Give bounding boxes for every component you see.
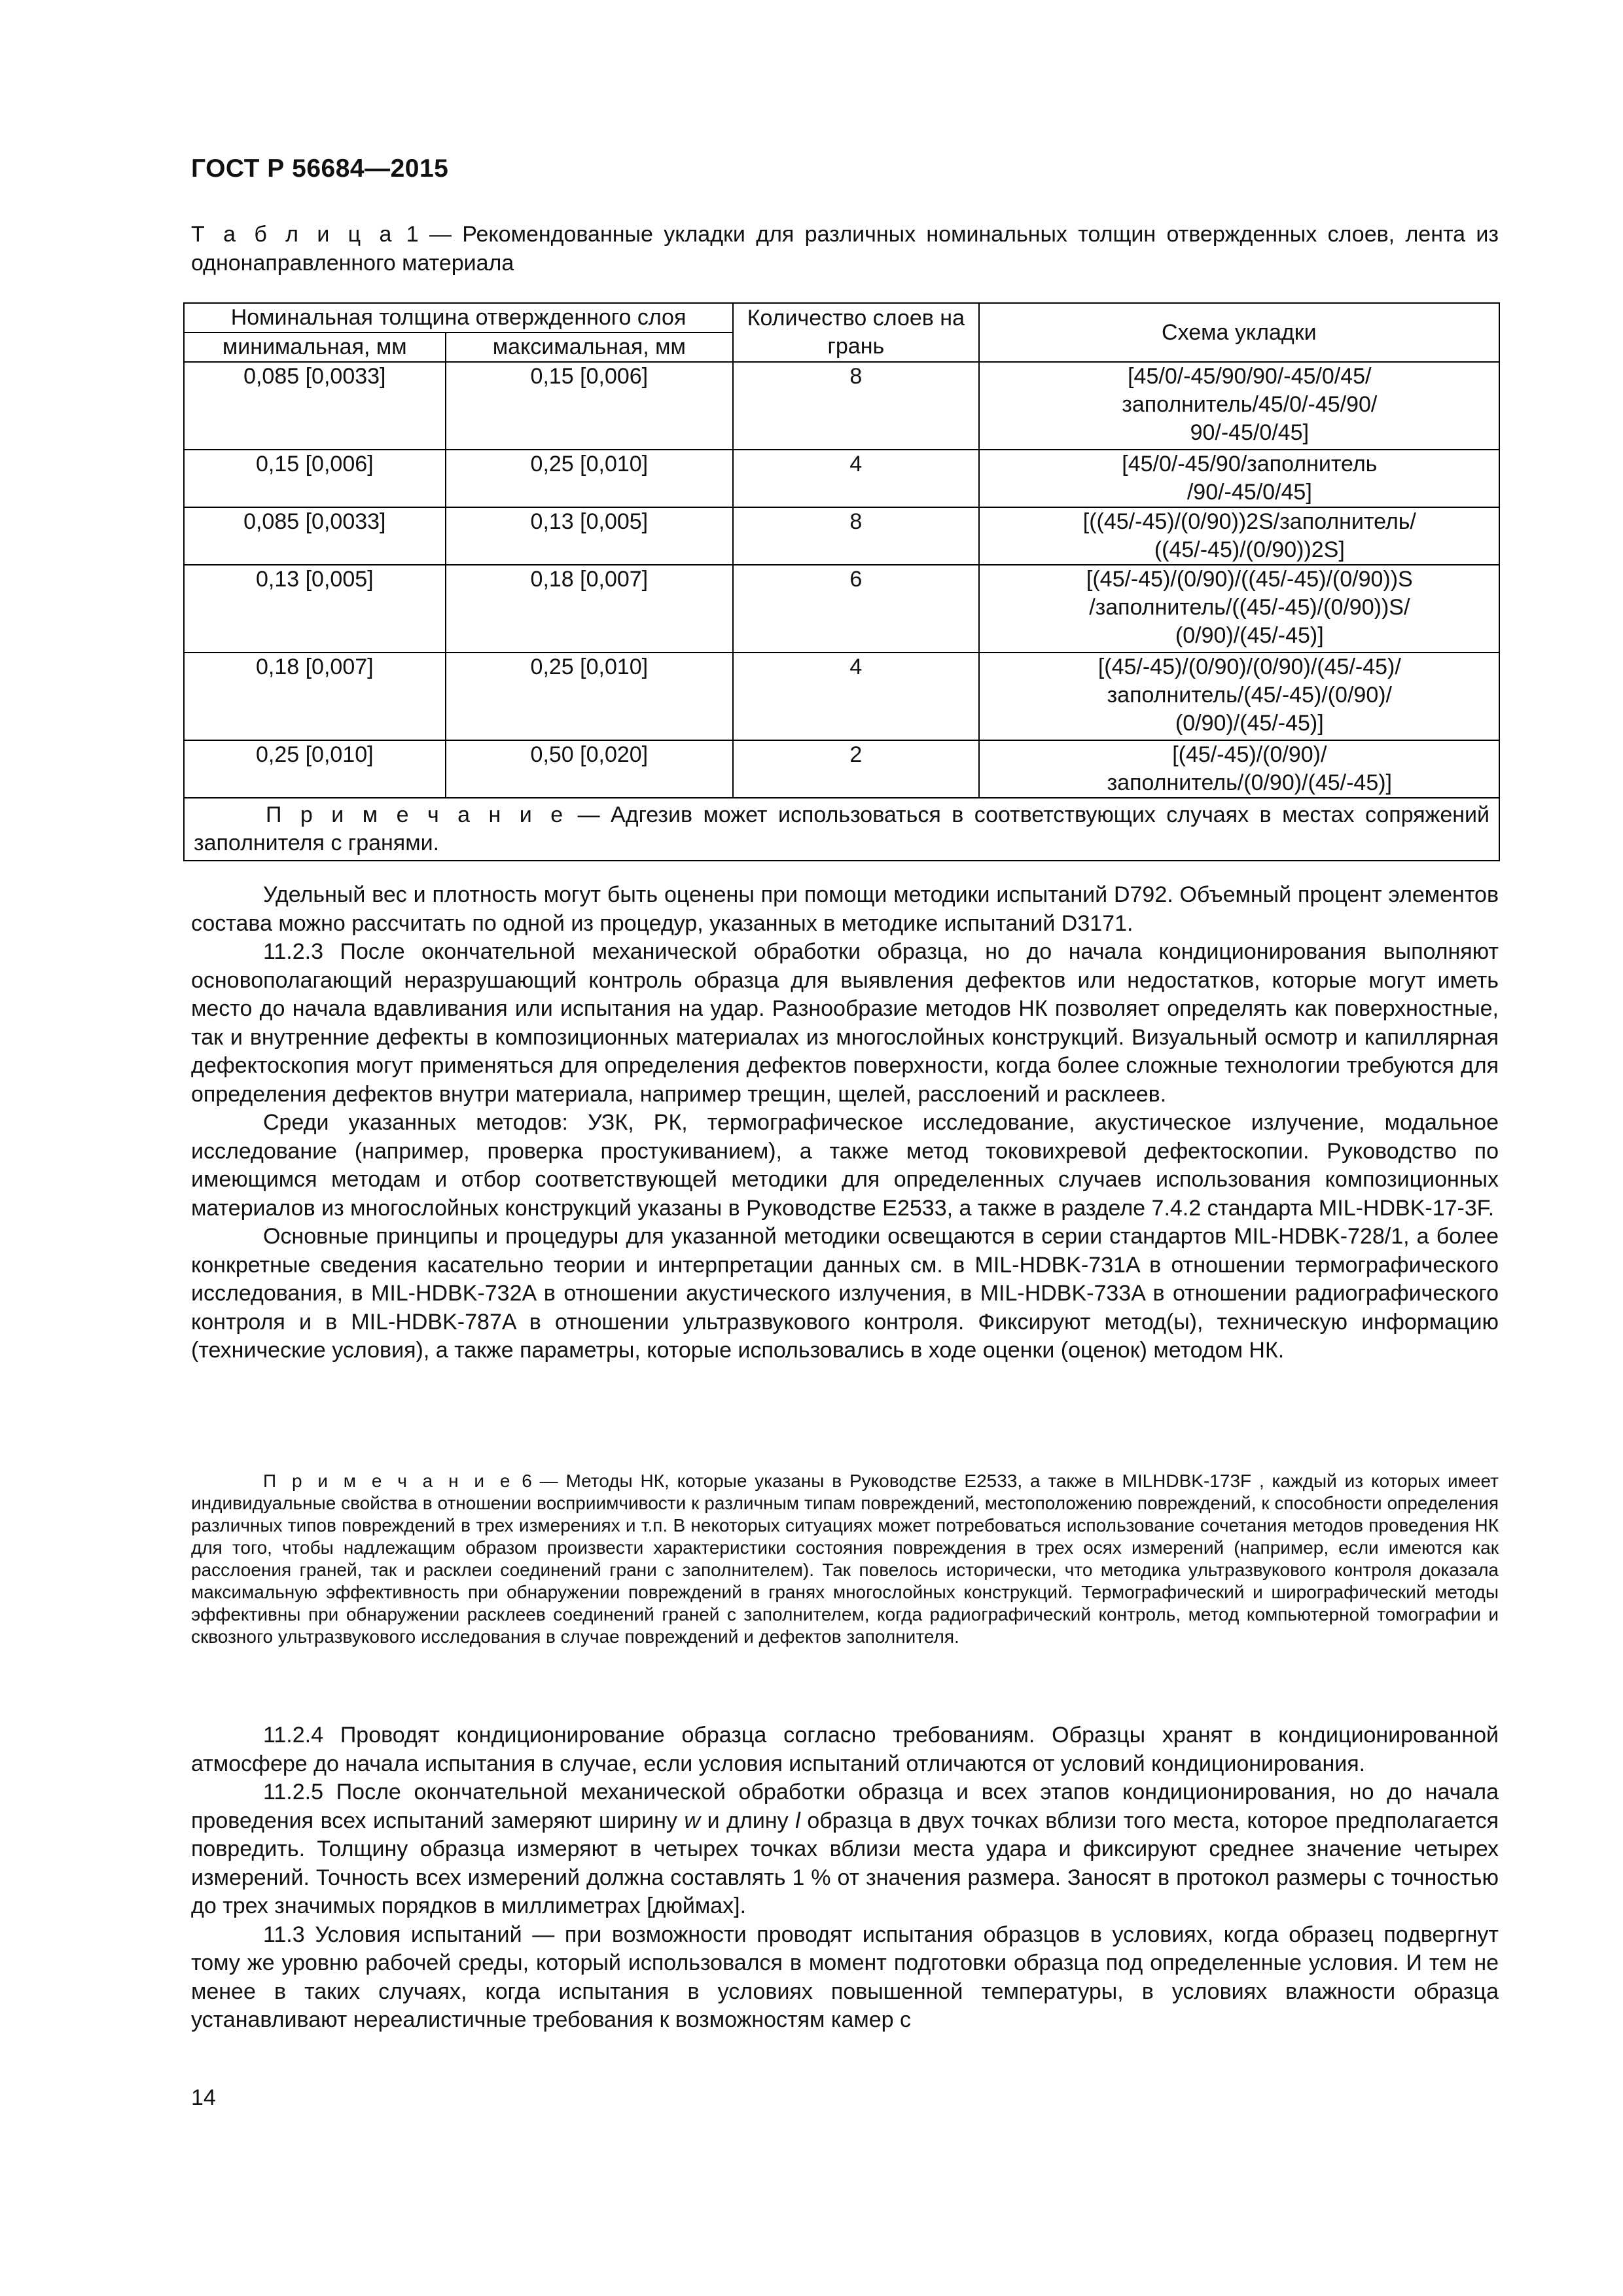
scheme-line: (0/90)/(45/-45)] (1175, 711, 1324, 736)
table-note-row (184, 798, 1499, 861)
cell-scheme (979, 653, 1499, 740)
table-row (184, 653, 1499, 740)
paragraph-part: 11.2.5 После окончательной механической обработки образца и всех этапов кондиционирования, но до начала проведения всех испытаний замеряют ширину (191, 1780, 1499, 1833)
cell-max: 0,18 [0,007] (446, 565, 734, 653)
cell-min: 0,085 [0,0033] (184, 362, 446, 450)
cell-scheme (979, 740, 1499, 798)
cell-scheme (979, 450, 1499, 507)
table-note-label: П р и м е ч а н и е (266, 802, 567, 827)
table-caption-label: Т а б л и ц а (191, 222, 396, 247)
cell-max: 0,50 [0,020] (446, 740, 734, 798)
cell-min: 0,18 [0,007] (184, 653, 446, 740)
cell-min: 0,15 [0,006] (184, 450, 446, 507)
paragraph-part: образца в двух точках вблизи того места, которое предполагается повредить. Толщину образца измеряют в четырех точках вблизи места удара и фиксируют среднее значение четырех измерений. Точность всех измерений должна составлять 1 % от значения размера. Заносят в протокол размеры с точностью до трех значимых порядков в миллиметрах [дюймах]. (191, 1808, 1499, 1918)
cell-scheme (979, 565, 1499, 653)
cell-max: 0,13 [0,005] (446, 507, 734, 565)
scheme-line: [(45/-45)/(0/90)/(0/90)/(45/-45)/ (1097, 655, 1401, 679)
paragraph: 11.3 Условия испытаний — при возможности проводят испытания образцов в условиях, когда образец подвергнут тому же уровню рабочей среды, который использовался в момент подготовки образца под определенные условия. И тем не менее в таких случаях, когда испытания в условиях повышенной температуры, в условиях влажности образца устанавливают нереалистичные требования к возможностям камер с (191, 1922, 1499, 2032)
paragraph: Удельный вес и плотность могут быть оценены при помощи методики испытаний D792. Объемный процент элементов состава можно рассчитать по одной из процедур, указанных в методике испытаний D3171. (191, 882, 1499, 936)
header-min-thickness: минимальная, мм (184, 332, 446, 362)
paragraph: Среди указанных методов: УЗК, РК, термографическое исследование, акустическое излучение, модальное исследование (например, проверка простукиванием), а также метод токовихревой дефектоскопии. Руководство по имеющимся методам и отбор соответствующей методики для определенных случаев использования композиционных материалов из многослойных конструкций указаны в Руководстве E2533, а также в разделе 7.4.2 стандарта MIL-HDBK-17-3F. (191, 1110, 1499, 1221)
note-6 (191, 1470, 1499, 1648)
cell-min: 0,13 [0,005] (184, 565, 446, 653)
scheme-line: (0/90)/(45/-45)] (1175, 623, 1324, 648)
scheme-line: [45/0/-45/90/заполнитель (1122, 452, 1378, 476)
paragraph: Основные принципы и процедуры для указанной методики освещаются в серии стандартов MIL-HDBK-728/1, а более конкретные сведения касательно теории и интерпретации данных см. в MIL-HDBK-731A в отношении термографического исследования, в MIL-HDBK-732A в отношении акустического излучения, в MIL-HDBK-733A в отношении радиографического контроля и в MIL-HDBK-787A в отношении ультразвукового контроля. Фиксируют метод(ы), техническую информацию (технические условия), а также параметры, которые использовались в ходе оценки (оценок) методом НК. (191, 1224, 1499, 1363)
scheme-line: [45/0/-45/90/90/-45/0/45/ (1128, 364, 1372, 389)
cell-scheme (979, 362, 1499, 450)
scheme-line: заполнитель/(45/-45)/(0/90)/ (1107, 683, 1393, 708)
cell-layers: 4 (733, 653, 979, 740)
table-note (184, 798, 1499, 861)
note-6-label: П р и м е ч а н и е (263, 1471, 514, 1491)
cell-layers: 2 (733, 740, 979, 798)
paragraph-part: и длину (700, 1808, 796, 1833)
cell-max: 0,25 [0,010] (446, 450, 734, 507)
header-layer-count: Количество слоев на грань (733, 303, 979, 362)
scheme-line: /заполнитель/((45/-45)/(0/90))S/ (1089, 595, 1410, 620)
table-header-row (184, 303, 1499, 332)
header-nominal-thickness: Номинальная толщина отвержденного слоя (184, 303, 733, 332)
scheme-line: [(45/-45)/(0/90)/ (1172, 742, 1327, 767)
body-section-1 (191, 881, 1499, 1365)
table-row (184, 740, 1499, 798)
scheme-line: заполнитель/(0/90)/(45/-45)] (1107, 770, 1393, 795)
note-6-text: 6 — Методы НК, которые указаны в Руководстве E2533, а также в MILHDBK-173F , каждый из которых имеет индивидуальные свойства в отношении восприимчивости к различным типам повреждений, местоположению повреждений, к способности определения различных типов повреждений в трех измерениях и т.п. В некоторых ситуациях может потребоваться использование сочетания методов проведения НК для того, чтобы надлежащим образом произвести характеристики состояния повреждения в трех осях измерений (например, если имеются как расслоения граней, так и расклеи соединений грани с заполнителем). Так повелось исторически, что методика ультразвукового контроля доказала максимальную эффективность при обнаружении повреждений в гранях многослойных конструкций. Термографический и ширографический методы эффективны при обнаружении расклеев соединений граней с заполнителем, когда радиографический контроль, метод компьютерной томографии и сквозного ультразвукового исследования в случае повреждений и дефектов заполнителя. (191, 1471, 1499, 1647)
scheme-line: [((45/-45)/(0/90))2S/заполнитель/ (1082, 509, 1416, 534)
paragraph: 11.2.3 После окончательной механической обработки образца, но до начала кондиционирования выполняют основополагающий неразрушающий контроль образца для выявления дефектов или недостатков, которые могут иметь место до начала вдавливания или испытания на удар. Разнообразие методов НК позволяет определять как поверхностные, так и внутренние дефекты в композиционных материалах из многослойных конструкций. Визуальный осмотр и капиллярная дефектоскопия могут применяться для определения дефектов поверхности, когда более сложные технологии требуются для определения дефектов внутри материала, например трещин, щелей, расслоений и расклеев. (191, 939, 1499, 1107)
variable-l: l (795, 1808, 800, 1833)
cell-max: 0,25 [0,010] (446, 653, 734, 740)
cell-min: 0,25 [0,010] (184, 740, 446, 798)
table-caption-text: 1 — Рекомендованные укладки для различных номинальных толщин отвержденных слоев, лента из однонаправленного материала (191, 222, 1499, 276)
table-row (184, 565, 1499, 653)
paragraph-11-2-5 (191, 1778, 1499, 1921)
header-layup-scheme: Схема укладки (979, 303, 1499, 362)
scheme-line: 90/-45/0/45] (1190, 420, 1310, 445)
cell-layers: 8 (733, 362, 979, 450)
cell-max: 0,15 [0,006] (446, 362, 734, 450)
cell-min: 0,085 [0,0033] (184, 507, 446, 565)
scheme-line: /90/-45/0/45] (1186, 480, 1312, 505)
cell-layers: 4 (733, 450, 979, 507)
table-caption (191, 220, 1499, 278)
body-section-2 (191, 1721, 1499, 2035)
header-max-thickness: максимальная, мм (446, 332, 734, 362)
table-note-text: — Адгезив может использоваться в соответствующих случаях в местах сопряжений заполнителя с гранями. (194, 802, 1489, 855)
layup-table (183, 302, 1500, 861)
table-row (184, 362, 1499, 450)
document-header-title: ГОСТ Р 56684—2015 (191, 154, 449, 183)
cell-layers: 8 (733, 507, 979, 565)
table-row (184, 507, 1499, 565)
page-number: 14 (191, 2085, 216, 2110)
cell-layers: 6 (733, 565, 979, 653)
scheme-line: [(45/-45)/(0/90)/((45/-45)/(0/90))S (1086, 567, 1413, 592)
cell-scheme (979, 507, 1499, 565)
variable-w: w (684, 1808, 701, 1833)
scheme-line: заполнитель/45/0/-45/90/ (1122, 392, 1378, 417)
scheme-line: ((45/-45)/(0/90))2S] (1154, 537, 1345, 562)
table-row (184, 450, 1499, 507)
paragraph: 11.2.4 Проводят кондиционирование образца согласно требованиям. Образцы хранят в кондиционированной атмосфере до начала испытания в случае, если условия испытаний отличаются от условий кондиционирования. (191, 1723, 1499, 1776)
